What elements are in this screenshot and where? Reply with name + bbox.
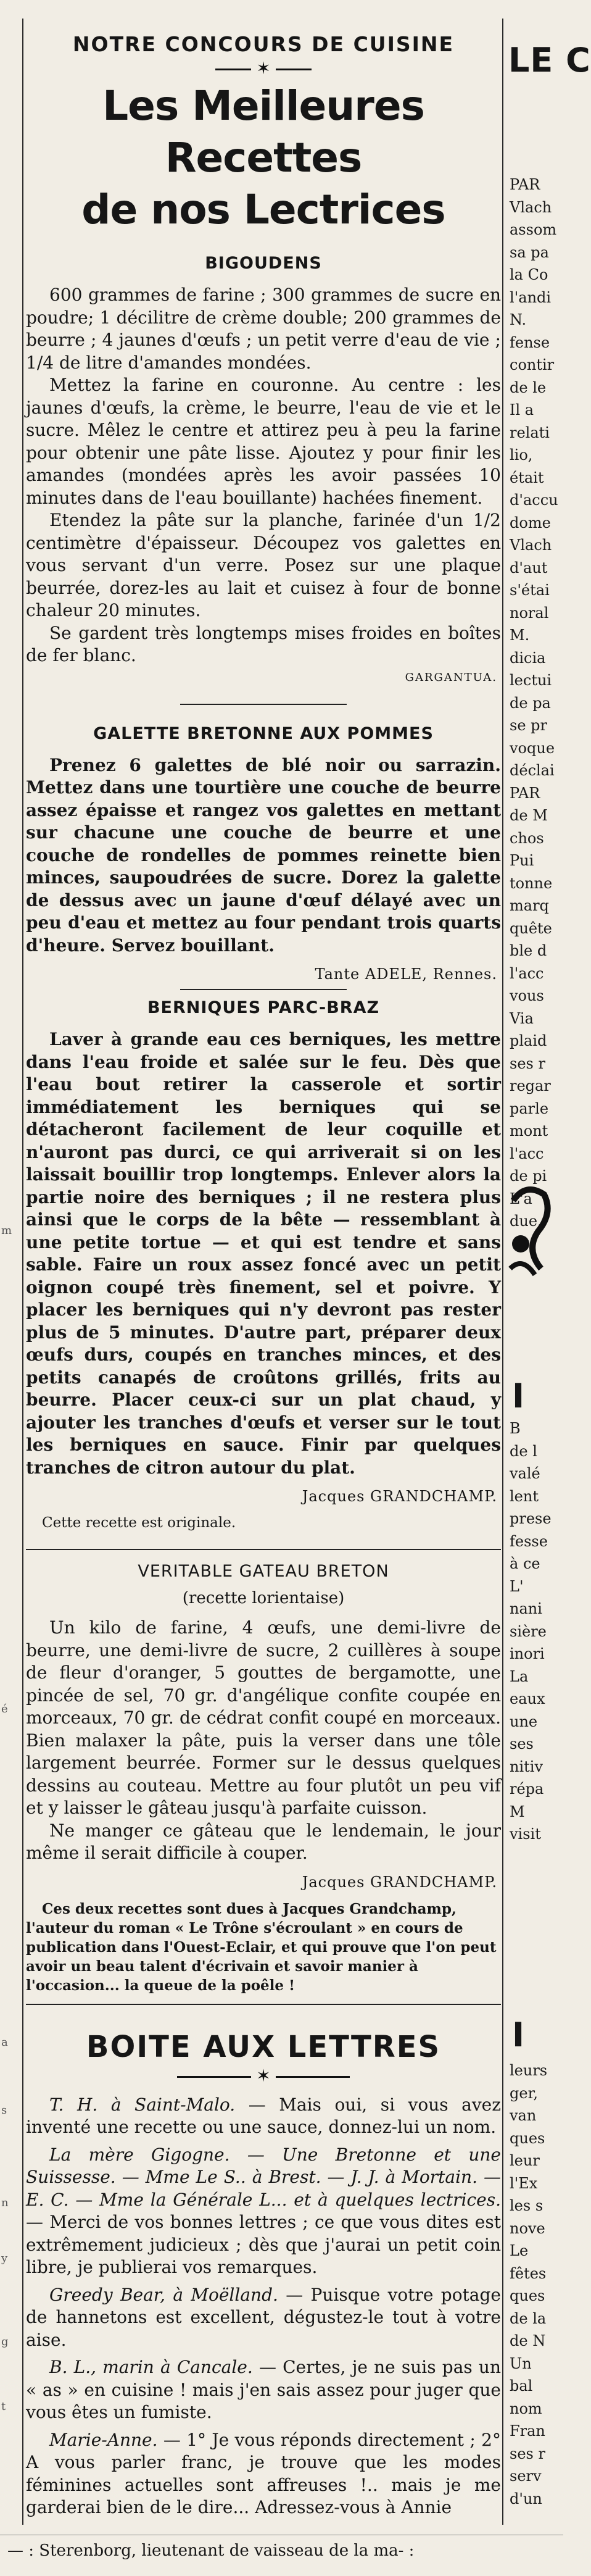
section-separator [26, 2004, 501, 2005]
next-column-line: bal [510, 2377, 533, 2395]
next-column-line: de l [510, 1442, 537, 1460]
next-column-line: s'étai [510, 581, 550, 599]
letter-text: — Merci de vos bonnes lettres ; ce que vous dites est extrêmement judicieux ; dès que j'aurai un petit coin libre, je publierai vos remarques. [26, 2212, 501, 2277]
letter-reply [26, 2144, 501, 2279]
gutter-mark: g [1, 2335, 9, 2348]
next-column-line: lio, [510, 446, 533, 464]
next-column-line: sière [510, 1622, 547, 1640]
next-column-line: L'a [510, 1190, 532, 1207]
next-column-line: serv [510, 2467, 542, 2485]
next-column-line: l'Ex [510, 2174, 538, 2192]
recipe-paragraph: Laver à grande eau ces berniques, les mettre dans l'eau froide et salée sur le feu. Dès que l'eau bout retirer la casserole et sortir immédiatement les berniques qui se détacheront facilement de leur coquille et n'auront pas durci, ce qui arriverait si on les laissait bouillir trop longtemps. Enlever alors la partie noire des berniques ; il ne restera plus ainsi que le corps de la bête — ressemblant à une petite tortue — et qui est tendre et sans sable. Faire un roux assez foncé avec un petit oignon coupé très finement, sel et poivre. Y placer les berniques qui n'y devront pas rester plus de 5 minutes. D'autre part, préparer deux œufs durs, coupés en tranches minces, et des petits canapés de croûtons grillés, frits au beurre. Placer ceux-ci sur un plat chaud, y ajouter les tranches d'œufs et verser sur le tout les berniques en sauce. Finir par quelques tranches de citron autour du plat. [26, 1029, 501, 1478]
next-column-line: se pr [510, 717, 547, 734]
next-column-line: nom [510, 2399, 542, 2417]
next-column-line: ses r [510, 2445, 545, 2462]
next-column-edge [506, 0, 591, 2531]
next-column-line: une [510, 1712, 538, 1730]
recipe-note: Ces deux recettes sont dues à Jacques Grandchamp, l'auteur du roman « Le Trône s'écroulant » en cours de publication dans l'Ouest-Eclair, et qui prouve que l'on peut avoir un beau talent d'écrivain et savoir manier à l'occasion... la queue de la poêle ! [26, 1900, 497, 1994]
next-column-line: à ce [510, 1555, 540, 1572]
letter-text: — 1° Je vous réponds directement ; 2° A vous parler franc, je trouve que les modes féminines actuelles sont affreuses !.. mais je me garderai bien de le dire... Adressez-vous à Annie [26, 2429, 501, 2517]
next-column-line: leurs [510, 2062, 548, 2079]
recipe-signature: Jacques GRANDCHAMP. [302, 1488, 497, 1505]
recipe-signature: Tante ADELE, Rennes. [315, 965, 497, 983]
next-column-line: visit [510, 1825, 541, 1843]
next-column-line: d'aut [510, 559, 548, 577]
next-column-line: due. [510, 1212, 542, 1230]
recipe-signature: Jacques GRANDCHAMP. [302, 1873, 497, 1891]
next-column-line: L' [510, 1577, 524, 1595]
next-column-line: d'accu [510, 491, 558, 509]
letter-reply [26, 2429, 501, 2519]
next-column-line: dicia [510, 649, 546, 667]
next-column-line: relati [510, 423, 550, 441]
next-column-line: Vlach [510, 536, 552, 554]
next-column-line: répa [510, 1780, 544, 1798]
next-column-line: B [510, 1420, 521, 1437]
next-column-line: de pa [510, 694, 551, 712]
next-column-line: de M [510, 807, 548, 824]
next-column-line: N. [510, 311, 527, 328]
section-separator [180, 989, 347, 990]
next-column-line: Le [510, 2242, 529, 2259]
next-column-line: Il a [510, 401, 534, 419]
letter-reply [26, 2094, 501, 2139]
recipe-galette-bretonne [26, 722, 501, 983]
letter-reply [26, 2284, 501, 2352]
next-column-line: tonne [510, 874, 553, 892]
next-column-line: assom [510, 221, 557, 238]
next-column-line: van [510, 2107, 537, 2124]
next-column-line: sa pa [510, 243, 549, 261]
gutter-mark: y [1, 2252, 8, 2265]
next-column-line: noral [510, 604, 549, 622]
letters-section [26, 2030, 501, 2519]
next-column-line: l'acc [510, 1144, 544, 1162]
next-column-line: nani [510, 1600, 542, 1617]
next-column-line: Fran [510, 2422, 545, 2440]
recipe-title: BERNIQUES PARC-BRAZ [147, 998, 380, 1017]
next-column-line: M [510, 1803, 525, 1820]
recipe-paragraph: Ne manger ce gâteau que le lendemain, le jour même il serait difficile à couper. [26, 1820, 501, 1863]
next-column-line: ble d [510, 942, 547, 959]
next-column-line: l'andi [510, 288, 552, 306]
next-article-big-letter: I [512, 2015, 525, 2054]
next-column-line: mont [510, 1122, 548, 1140]
next-column-line: de N [510, 2332, 546, 2349]
next-column-line: lent [510, 1487, 539, 1505]
next-column-line: regar [510, 1077, 551, 1094]
letter-recipient: Marie-Anne. [49, 2429, 158, 2450]
next-column-line: dome [510, 514, 551, 531]
next-column-line: La [510, 1667, 529, 1685]
recipe-title: VERITABLE GATEAU BRETON [138, 1562, 389, 1581]
next-column-line: les s [510, 2197, 543, 2214]
next-column-line: Un [510, 2354, 532, 2372]
next-column-line: valé [510, 1465, 540, 1482]
article-column [26, 0, 501, 2519]
letter-recipient: Greedy Bear, à Moëlland. [49, 2284, 278, 2305]
next-column-line: PAR [510, 784, 540, 802]
recipe-paragraph: Se gardent très longtemps mises froides en boîtes de fer blanc. [26, 622, 501, 665]
headline-line-2: de nos Lectrices [81, 186, 445, 233]
section-separator [26, 1549, 501, 1550]
next-column-line: était [510, 469, 544, 486]
gutter-mark: n [1, 2196, 9, 2209]
next-column-line: ques [510, 2129, 545, 2147]
illustration-fragment [507, 1176, 553, 1281]
gutter-mark: é [1, 1703, 8, 1715]
letter-text: — Certes, je ne suis pas un « as » en cuisine ! mais j'en sais assez pour juger que vous êtes un fumiste. [26, 2357, 501, 2422]
next-column-line: ques [510, 2287, 545, 2304]
letter-text: — Puisque votre potage de hannetons est excellent, dégustez-le tout à votre aise. [26, 2284, 501, 2350]
next-column-line: ses r [510, 1054, 545, 1072]
next-column-line: d'un [510, 2490, 542, 2507]
ornament-divider: ✶ [26, 59, 501, 78]
next-column-line: de le [510, 378, 547, 396]
next-column-line: PAR [510, 176, 540, 193]
next-column-line: marq [510, 897, 549, 914]
next-column-line: vous [510, 987, 544, 1004]
next-column-line: contir [510, 356, 555, 373]
next-article-heading: LE C [508, 41, 591, 80]
next-column-line: déclai [510, 762, 555, 779]
next-column-line: parle [510, 1099, 549, 1117]
next-column-line: nitiv [510, 1757, 543, 1775]
gutter-mark: m [1, 1224, 12, 1237]
recipe-subtitle: (recette lorientaise) [182, 1589, 345, 1607]
recipe-bigoudens [26, 252, 501, 684]
recipe-paragraph: Mettez la farine en couronne. Au centre : les jaunes d'œufs, la crème, le beurre, l'eau de vie et le sucre. Mêlez le centre et attirez peu à peu la farine pour obtenir une pâte lisse. Ajoutez y pour finir les amandes (mondées après les avoir passées 10 minutes dans de l'eau bouillante) hachées finement. [26, 375, 501, 508]
recipe-paragraph: 600 grammes de farine ; 300 grammes de sucre en poudre; 1 décilitre de crème double; 200 grammes de beurre ; 4 jaunes d'œufs ; un petit verre d'eau de vie ; 1/4 de litre d'amandes mondées. [26, 285, 501, 373]
headline-line-1: Les Meilleures Recettes [102, 82, 424, 181]
letter-recipient: B. L., marin à Cancale. [49, 2357, 253, 2377]
letter-recipient: T. H. à Saint-Malo. [49, 2094, 236, 2115]
ornament-divider: ✶ [26, 2067, 501, 2085]
next-column-line: de la [510, 2309, 547, 2327]
gutter-mark: a [1, 2036, 8, 2049]
recipe-gateau-breton [26, 1560, 501, 1995]
gutter-mark: s [1, 2104, 7, 2117]
next-column-line: fêtes [510, 2264, 547, 2282]
next-column-line: de pi [510, 1167, 547, 1185]
next-column-line: ger, [510, 2084, 539, 2102]
column-rule-left [22, 19, 23, 2525]
next-column-line: fesse [510, 1532, 548, 1550]
previous-column-edge [0, 0, 21, 2531]
next-column-line: voque [510, 739, 555, 757]
recipe-berniques [26, 996, 501, 1533]
letters-title: BOITE AUX LETTRES [86, 2029, 441, 2064]
next-column-line: ses [510, 1735, 534, 1753]
next-column-line: Pui [510, 852, 534, 869]
recipe-paragraph: Etendez la pâte sur la planche, farinée d'un 1/2 centimètre d'épaisseur. Découpez vos galettes en vous servant d'un verre. Posez sur une plaque beurrée, dorez-les au lait et cuisez à four de bonne chaleur 20 minutes. [26, 510, 501, 620]
next-column-line: quête [510, 919, 552, 937]
next-column-line: l'acc [510, 964, 544, 982]
recipe-paragraph: Un kilo de farine, 4 œufs, une demi-livre de beurre, une demi-livre de sucre, 2 cuillères à soupe de fleur d'oranger, 5 gouttes de bergamotte, une pincée de sel, 70 gr. d'angélique confite coupée en morceaux, 70 gr. de cédrat confit coupé en morceaux. Bien malaxer la pâte, puis la verser dans une tôle largement beurrée. Former sur le dessus quelques dessins au couteau. Mettre au four plutôt un peu vif et y laisser le gâteau jusqu'à parfaite cuisson. [26, 1617, 501, 1818]
next-article-big-letter: I [512, 1377, 525, 1415]
next-column-line: lectui [510, 672, 552, 689]
next-column-line: chos [510, 829, 544, 847]
letter-reply [26, 2356, 501, 2424]
next-column-line: M. [510, 627, 530, 644]
recipe-title: GALETTE BRETONNE AUX POMMES [93, 723, 434, 743]
next-column-line: fense [510, 333, 550, 351]
recipe-paragraph: Prenez 6 galettes de blé noir ou sarrazin. Mettez dans une tourtière une couche de beurre assez épaisse et rangez vos galettes en mettant sur chacune une couche de beurre et une couche de rondelles de pommes reinette bien minces, saupoudrées de sucre. Dorez la galette de dessus avec un jaune d'œuf délayé avec un peu d'eau et mettez au four pendant trois quarts d'heure. Servez bouillant. [26, 754, 501, 956]
recipe-signature: GARGANTUA. [405, 670, 497, 684]
section-separator [180, 704, 347, 705]
next-column-line: Via [510, 1009, 534, 1027]
gutter-mark: t [1, 2400, 6, 2413]
section-kicker: NOTRE CONCOURS DE CUISINE [72, 32, 455, 56]
recipe-note: Cette recette est originale. [42, 1515, 236, 1531]
next-column-line: leur [510, 2152, 540, 2169]
next-column-line: la Co [510, 266, 548, 283]
next-column-line: Vlach [510, 198, 552, 216]
footer-strip: — : Sterenborg, lieutenant de vaisseau de la ma- : [0, 2535, 563, 2576]
next-column-line: nove [510, 2219, 545, 2237]
headline [26, 80, 501, 236]
letter-recipient: La mère Gigogne. — Une Bretonne et une Suissesse. — Mme Le S.. à Brest. — J. J. à Mortain. — E. C. — Mme la Générale L... et à quelques lectrices. [26, 2144, 501, 2210]
letter-text: — Mais oui, si vous avez inventé une recette ou une sauce, donnez-lui un nom. [26, 2094, 501, 2137]
next-column-line: inori [510, 1645, 545, 1662]
next-column-line: prese [510, 1510, 552, 1527]
next-column-line: eaux [510, 1690, 545, 1707]
column-rule-right [502, 19, 503, 2525]
next-column-line: plaid [510, 1032, 547, 1049]
recipe-title: BIGOUDENS [205, 254, 322, 273]
